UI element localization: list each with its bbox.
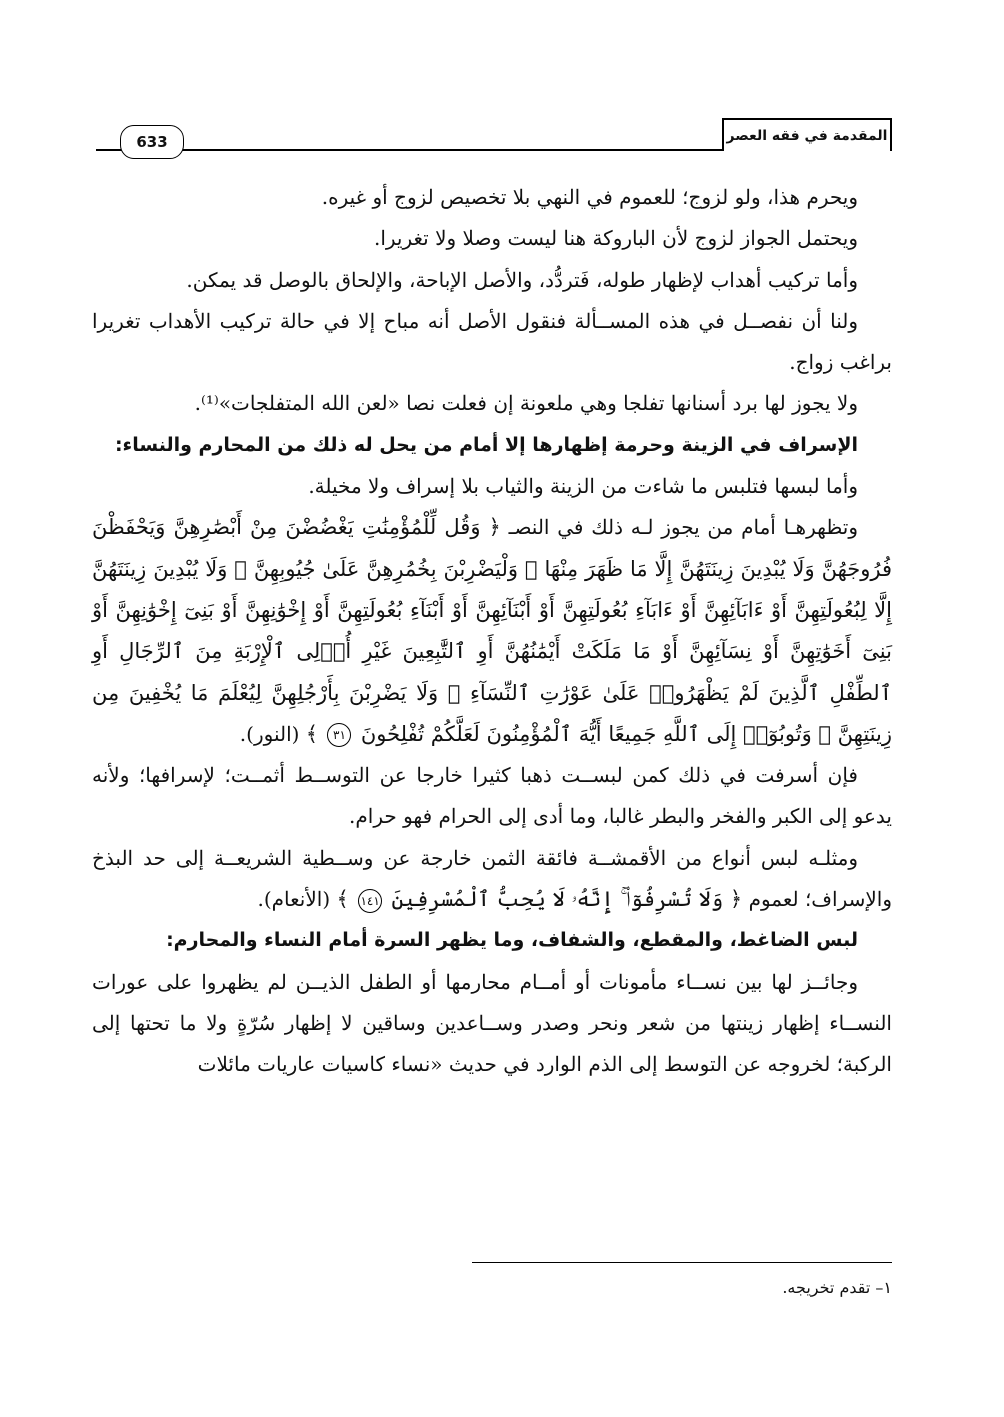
paragraph: ويحتمل الجواز لزوج لأن الباروكة هنا ليست وصلا ولا تغريرا.	[373, 226, 858, 251]
verse-number: ٣١	[327, 723, 351, 747]
page-number: 633	[120, 125, 184, 159]
surah-reference: (النور).	[239, 721, 300, 746]
paragraph: ولا يجوز لها برد أسنانها تفلجا وهي ملعونة إن فعلت نصا «لعن الله المتفلجات»⁽¹⁾.	[194, 391, 858, 416]
book-title: المقدمة في فقه العصر	[722, 118, 892, 151]
page-header	[96, 118, 892, 154]
surah-reference: (الأنعام).	[257, 887, 331, 912]
paragraph: ويحرم هذا، ولو لزوج؛ للعموم في النهي بلا تخصيص لزوج أو غيره.	[321, 185, 858, 209]
verse-number: ١٤١	[358, 889, 382, 913]
quran-paragraph	[92, 507, 892, 755]
footnote-divider	[472, 1262, 892, 1263]
paragraph: فإن أسرفت في ذلك كمن لبســت ذهبا كثيرا خارجا عن التوســط أثمــت؛ لإسرافها؛ ولأنه يدعو إلى الكبر والفخر والبطر غالبا، وما أدى إلى الحرام فهو حرام.	[92, 763, 892, 829]
section-heading: الإسراف في الزينة وحرمة إظهارها إلا أمام من يحل له ذلك من المحارم والنساء:	[114, 433, 858, 456]
paragraph: وأما لبسها فتلبس ما شاءت من الزينة والثياب بلا إسراف ولا مخيلة.	[308, 474, 858, 499]
quran-bracket: ﴾	[336, 887, 349, 912]
section-heading: لبس الضاغط، والمقطع، والشفاف، وما يظهر السرة أمام النساء والمحارم:	[166, 929, 858, 952]
paragraph-intro: وتظهرهـا أمام من يجوز لـه ذلك في النصـ	[508, 515, 858, 540]
paragraph: وأما تركيب أهداب لإظهار طوله، فَتردُّد، والأصل الإباحة، والإلحاق بالوصل قد يمكن.	[186, 267, 858, 292]
main-text	[92, 177, 892, 1086]
quran-paragraph	[92, 838, 892, 921]
paragraph: ولنا أن نفصــل في هذه المســألة فنقول الأصل أنه مباح إلا في حالة تركيب الأهداب تغريرا براغب زواج.	[92, 308, 892, 375]
quran-bracket: ﴾	[305, 721, 319, 746]
paragraph-intro: ومثلـه لبس أنواع من الأقمشــة فائقة الثمن خارجة عن وســطية الشريعــة إلى حد البذخ والإسراف؛ لعموم	[92, 845, 892, 912]
quran-verse: ﴿ وَلَا تُسْرِفُوٓا۟ ۚ إِنَّهُۥ لَا يُحِبُّ ٱلْمُسْرِفِينَ	[391, 887, 743, 912]
footnote: ١– تقدم تخريجه.	[782, 1278, 892, 1297]
quran-verse: ﴿ وَقُل لِّلْمُؤْمِنَٰتِ يَغْضُضْنَ مِنْ أَبْصَٰرِهِنَّ وَيَحْفَظْنَ فُرُوجَهُنَّ وَلَا يُبْدِينَ زِينَتَهُنَّ إِلَّا مَا ظَهَرَ مِنْهَا ۖ وَلْيَضْرِبْنَ بِخُمُرِهِنَّ عَلَىٰ جُيُوبِهِنَّ ۖ وَلَا يُبْدِينَ زِينَتَهُنَّ إِلَّا لِبُعُولَتِهِنَّ أَوْ ءَابَآئِهِنَّ أَوْ ءَابَآءِ بُعُولَتِهِنَّ أَوْ أَبْنَآئِهِنَّ أَوْ أَبْنَآءِ بُعُولَتِهِنَّ أَوْ إِخْوَٰنِهِنَّ أَوْ بَنِىٓ إِخْوَٰنِهِنَّ أَوْ بَنِىٓ أَخَوَٰتِهِنَّ أَوْ نِسَآئِهِنَّ أَوْ مَا مَلَكَتْ أَيْمَٰنُهُنَّ أَوِ ٱلتَّٰبِعِينَ غَيْرِ أُو۟لِى ٱلْإِرْبَةِ مِنَ ٱلرِّجَالِ أَوِ ٱلطِّفْلِ ٱلَّذِينَ لَمْ يَظْهَرُوا۟ عَلَىٰ عَوْرَٰتِ ٱلنِّسَآءِ ۖ وَلَا يَضْرِبْنَ بِأَرْجُلِهِنَّ لِيُعْلَمَ مَا يُخْفِينَ مِن زِينَتِهِنَّ ۚ وَتُوبُوٓا۟ إِلَى ٱللَّهِ جَمِيعًا أَيُّهَ ٱلْمُؤْمِنُونَ لَعَلَّكُمْ تُفْلِحُونَ	[92, 515, 892, 746]
paragraph: وجائــز لها بين نســاء مأمونات أو أمــام محارمها أو الطفل الذيــن لم يظهروا على عورات النســاء إظهار زينتها من شعر ونحر وصدر وســاعدين وساقين لا إظهار سُرّةٍ ولا ما تحتها إلى الركبة؛ لخروجه عن التوسط إلى الذم الوارد في حديث «نساء كاسيات عاريات مائلات	[92, 969, 892, 1077]
